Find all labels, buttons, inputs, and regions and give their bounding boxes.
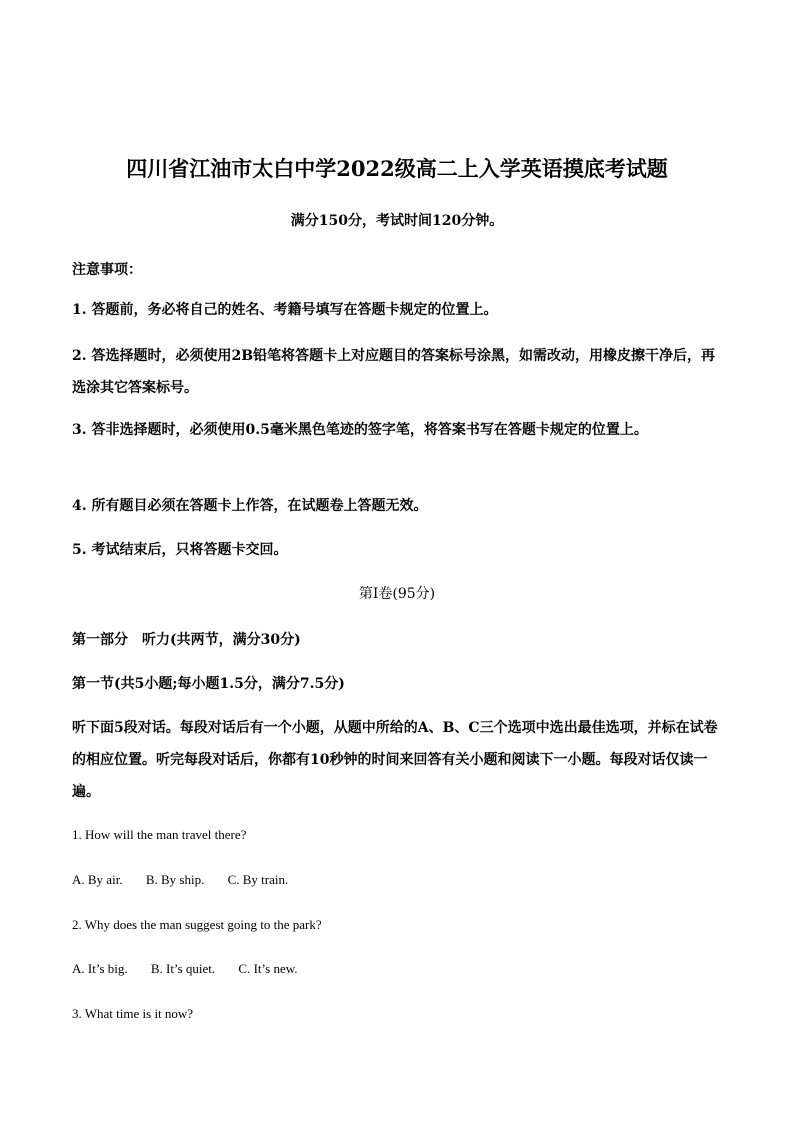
question-2-stem: 2. Why does the man suggest going to the park?: [72, 917, 322, 932]
question-1-options: [72, 870, 722, 890]
question-2-options: [72, 959, 722, 979]
question-2-option-b: B. It’s quiet.: [150, 961, 216, 976]
note-item-1: 1. 答题前，务必将自己的姓名、考籍号填写在答题卡规定的位置上。: [72, 302, 498, 318]
part1-heading: 第一部分 听力(共两节，满分30分): [72, 632, 301, 648]
question-1-stem: 1. How will the man travel there?: [72, 827, 247, 842]
notes-heading: 注意事项：: [72, 262, 142, 278]
note-item-2: 2. 答选择题时，必须使用2B铅笔将答题卡上对应题目的答案标号涂黑，如需改动，用橡皮擦干净后，再选涂其它答案标号。: [72, 348, 716, 396]
question-1-option-a: A. By air.: [72, 872, 123, 887]
question-1-option-c: C. By train.: [227, 872, 289, 887]
section1-heading: 第一节(共5小题;每小题1.5分，满分7.5分): [72, 676, 345, 692]
question-3-stem: 3. What time is it now?: [72, 1006, 194, 1021]
note-item-3: 3. 答非选择题时，必须使用0.5毫米黑色笔迹的签字笔，将答案书写在答题卡规定的位置上。: [72, 422, 648, 438]
note-item-4: 4. 所有题目必须在答题卡上作答，在试题卷上答题无效。: [72, 498, 428, 514]
question-1-option-b: B. By ship.: [145, 872, 205, 887]
note-item-5: 5. 考试结束后，只将答题卡交回。: [72, 542, 288, 558]
exam-subtitle: 满分150分，考试时间120分钟。: [290, 213, 504, 229]
volume-title: 第Ⅰ卷(95分): [358, 586, 436, 602]
exam-title: 四川省江油市太白中学2022级高二上入学英语摸底考试题: [126, 156, 668, 181]
question-2-option-c: C. It’s new.: [238, 961, 298, 976]
question-2-option-a: A. It’s big.: [72, 961, 128, 976]
section1-instructions: 听下面5段对话。每段对话后有一个小题，从题中所给的A、B、C三个选项中选出最佳选项，并标在试卷的相应位置。听完每段对话后，你都有10秒钟的时间来回答有关小题和阅读下一小题。每段对话仅读一遍。: [72, 720, 718, 800]
